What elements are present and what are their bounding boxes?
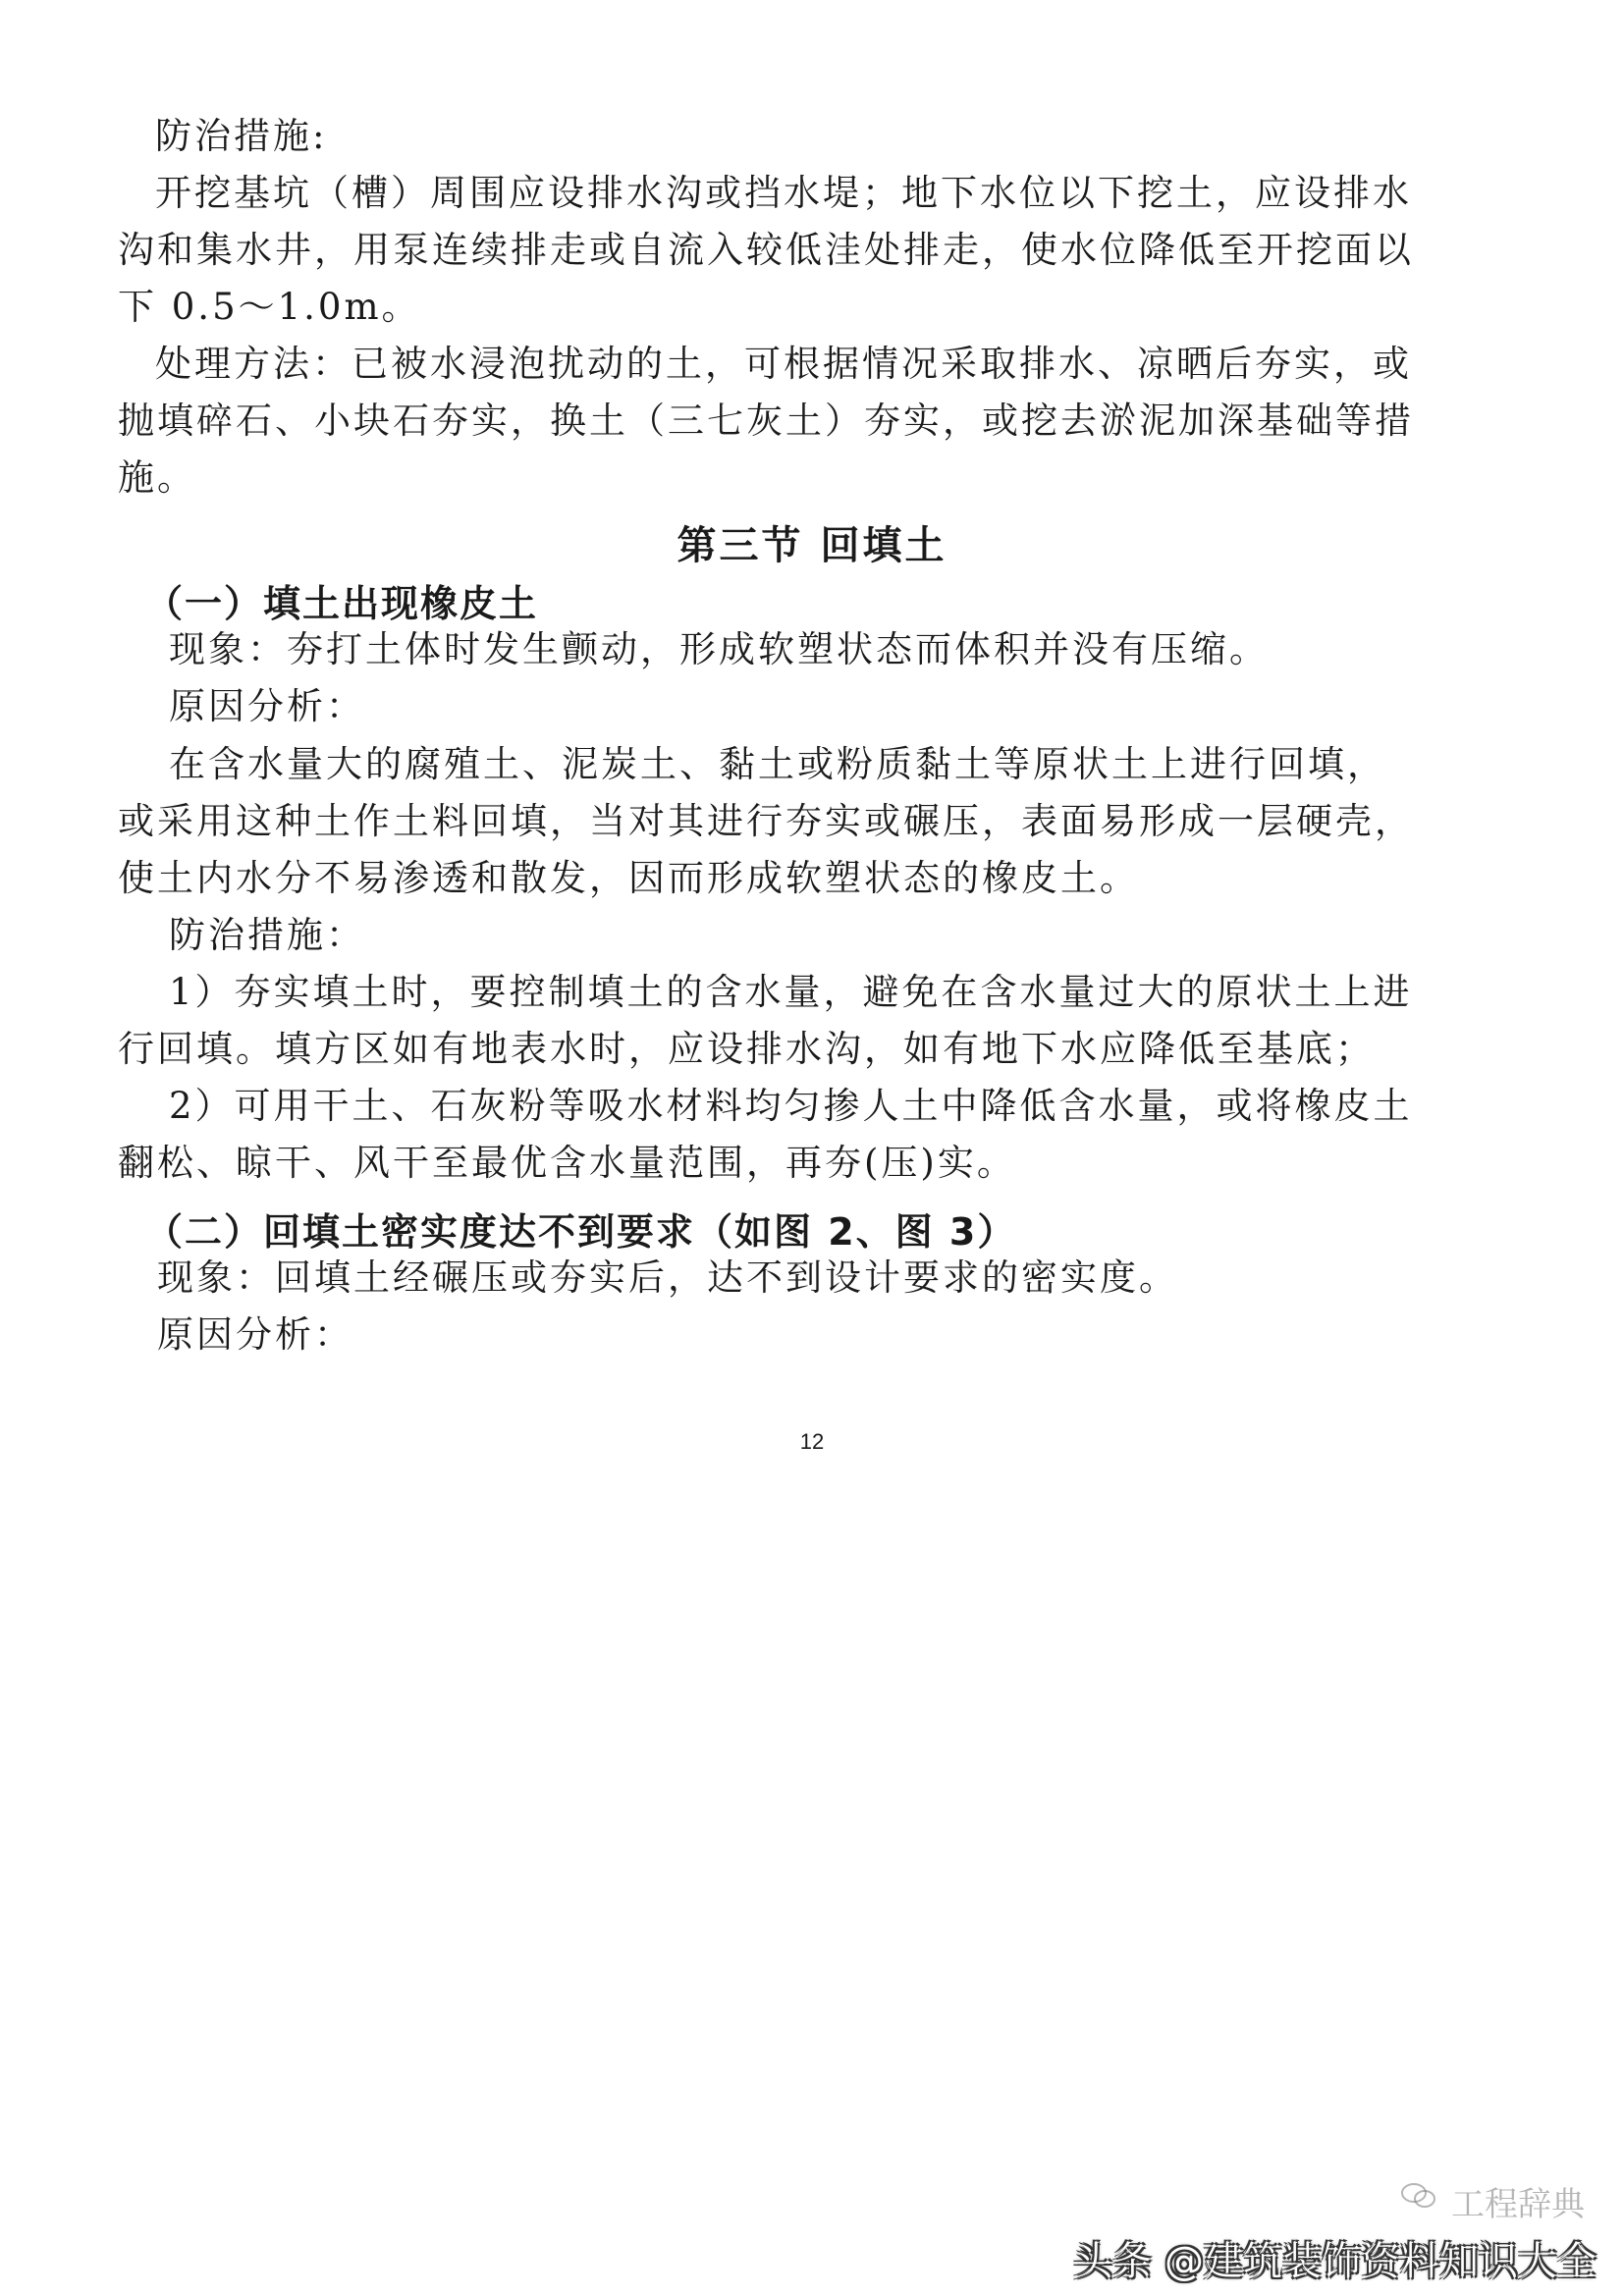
section-title: 第三节 回填土 bbox=[677, 523, 947, 568]
paragraph-line: 防治措施： bbox=[169, 914, 365, 956]
paragraph-line: 原因分析： bbox=[157, 1313, 353, 1356]
wechat-icon bbox=[1400, 2181, 1437, 2211]
paragraph-line: 行回填。填方区如有地表水时，应设排水沟，如有地下水应降低至基底； bbox=[118, 1028, 1375, 1070]
paragraph-line: 沟和集水井，用泵连续排走或自流入较低洼处排走，使水位降低至开挖面以 bbox=[118, 229, 1414, 271]
paragraph-line: 现象：回填土经碾压或夯实后，达不到设计要求的密实度。 bbox=[157, 1256, 1178, 1299]
toutiao-watermark: 头条 @建筑装饰资料知识大全 bbox=[1073, 2239, 1597, 2284]
paragraph-line: 1）夯实填土时，要控制填土的含水量，避免在含水量过大的原状土上进 bbox=[169, 971, 1413, 1013]
wechat-watermark: 工程辞典 bbox=[1451, 2185, 1585, 2224]
paragraph-line: 抛填碎石、小块石夯实，换土（三七灰土）夯实，或挖去淤泥加深基础等措 bbox=[118, 400, 1414, 442]
subsection-heading: （一）填土出现橡皮土 bbox=[145, 582, 539, 625]
paragraph-line: 现象：夯打土体时发生颤动，形成软塑状态而体积并没有压缩。 bbox=[169, 628, 1269, 670]
paragraph-line: 2）可用干土、石灰粉等吸水材料均匀掺人土中降低含水量，或将橡皮土 bbox=[169, 1085, 1413, 1127]
paragraph-line: 原因分析： bbox=[169, 685, 365, 727]
paragraph-line: 处理方法：已被水浸泡扰动的土，可根据情况采取排水、凉晒后夯实，或 bbox=[155, 343, 1412, 385]
subsection-heading: （二）回填土密实度达不到要求（如图 2、图 3） bbox=[145, 1210, 1017, 1254]
paragraph-line: 开挖基坑（槽）周围应设排水沟或挡水堤；地下水位以下挖土，应设排水 bbox=[155, 172, 1412, 214]
page-number: 12 bbox=[799, 1429, 825, 1454]
paragraph-line: 防治措施: bbox=[155, 115, 328, 157]
paragraph-line: 在含水量大的腐殖土、泥炭土、黏土或粉质黏土等原状土上进行回填， bbox=[169, 743, 1386, 785]
paragraph-line: 使土内水分不易渗透和散发，因而形成软塑状态的橡皮土。 bbox=[118, 857, 1139, 899]
paragraph-line: 下 0.5～1.0m。 bbox=[118, 286, 421, 328]
paragraph-line: 翻松、晾干、风干至最优含水量范围，再夯(压)实。 bbox=[118, 1142, 1016, 1184]
paragraph-line: 或采用这种土作土料回填，当对其进行夯实或碾压，表面易形成一层硬壳， bbox=[118, 800, 1414, 842]
paragraph-line: 施。 bbox=[118, 456, 196, 499]
